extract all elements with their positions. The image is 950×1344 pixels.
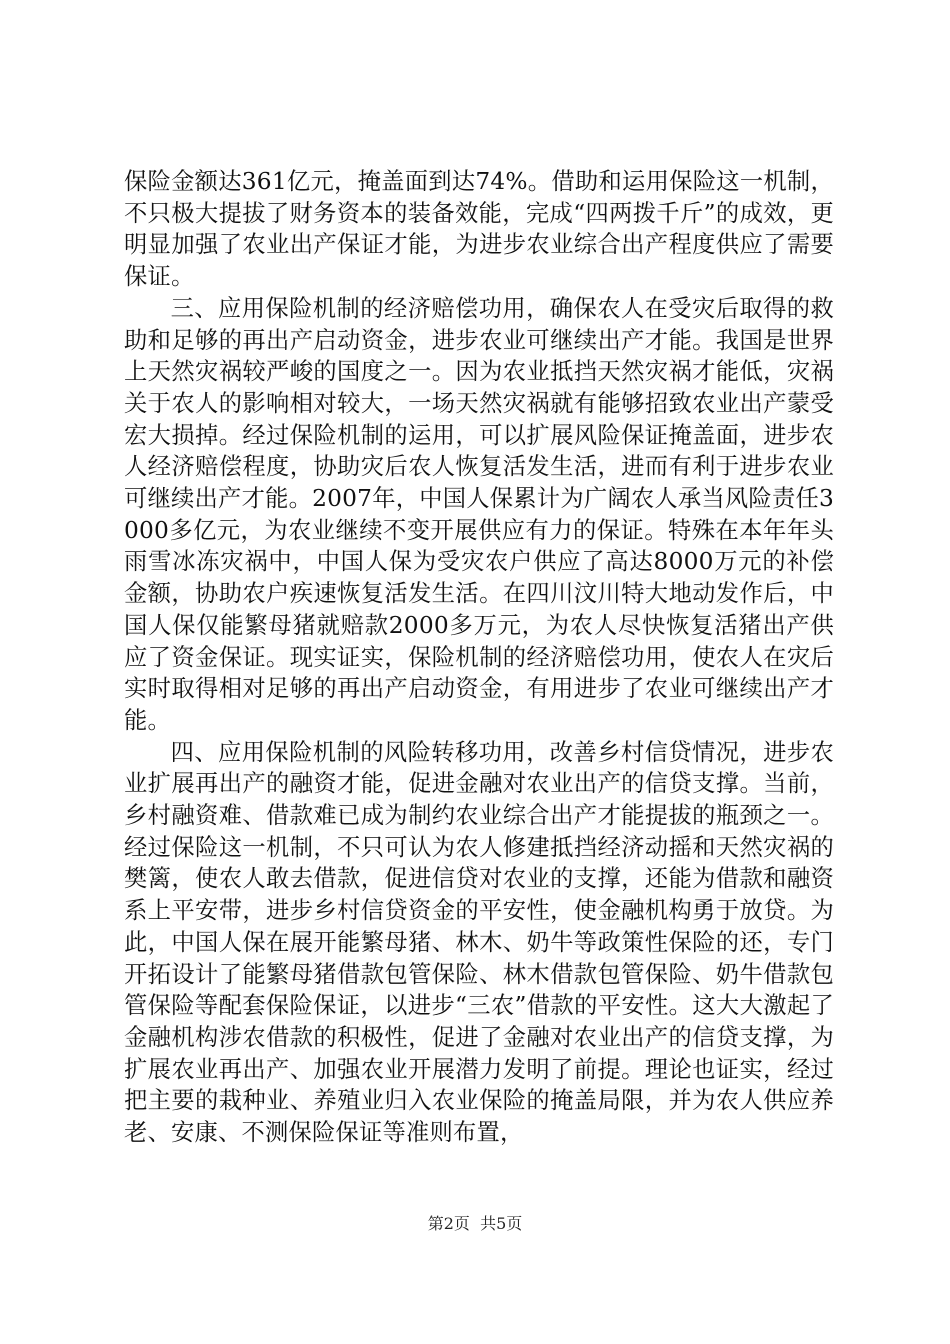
page-number-footer: 第2页 共5页 (427, 1214, 523, 1233)
paragraph-section-four: 四、应用保险机制的风险转移功用，改善乡村信贷情况，进步农业扩展再出产的融资才能，促进金融对农业出产的信贷支撑。当前，乡村融资难、借款难已成为制约农业综合出产才能提拔的瓶颈之一。经过保险这一机制，不只可认为农人修建抵挡经济动摇和天然灾祸的樊篱，使农人敢去借款，促进信贷对农业的支撑，还能为借款和融资系上平安带，进步乡村信贷资金的平安性，使金融机构勇于放贷。为此，中国人保在展开能繁母猪、林木、奶牛等政策性保险的还，专门开拓设计了能繁母猪借款包管保险、林木借款包管保险、奶牛借款包管保险等配套保险保证，以进步“三农”借款的平安性。这大大激起了金融机构涉农借款的积极性，促进了金融对农业出产的信贷支撑，为扩展农业再出产、加强农业开展潜力发明了前提。理论也证实，经过把主要的栽种业、养殖业归入农业保险的掩盖局限，并为农人供应养老、安康、不测保险保证等准则布置， (124, 738, 834, 1147)
paragraph-continued: 保险金额达361亿元，掩盖面到达74%。借助和运用保险这一机制，不只极大提拔了财务资本的装备效能，完成“四两拨千斤”的成效，更明显加强了农业出产保证才能，为进步农业综合出产程度供应了需要保证。 (124, 168, 834, 291)
paragraph-section-three: 三、应用保险机制的经济赔偿功用，确保农人在受灾后取得的救助和足够的再出产启动资金，进步农业可继续出产才能。我国是世界上天然灾祸较严峻的国度之一。因为农业抵挡天然灾祸才能低，灾祸关于农人的影响相对较大，一场天然灾祸就有能够招致农业出产蒙受宏大损掉。经过保险机制的运用，可以扩展风险保证掩盖面，进步农人经济赔偿程度，协助灾后农人恢复活发生活，进而有利于进步农业可继续出产才能。2007年，中国人保累计为广阔农人承当风险责任3000多亿元，为农业继续不变开展供应有力的保证。特殊在本年年头雨雪冰冻灾祸中，中国人保为受灾农户供应了高达8000万元的补偿金额，协助农户疾速恢复活发生活。在四川汶川特大地动发作后，中国人保仅能繁母猪就赔款2000多万元，为农人尽快恢复活猪出产供应了资金保证。现实证实，保险机制的经济赔偿功用，使农人在灾后实时取得相对足够的再出产启动资金，有用进步了农业可继续出产才能。 (124, 294, 834, 734)
document-body (124, 166, 834, 1149)
